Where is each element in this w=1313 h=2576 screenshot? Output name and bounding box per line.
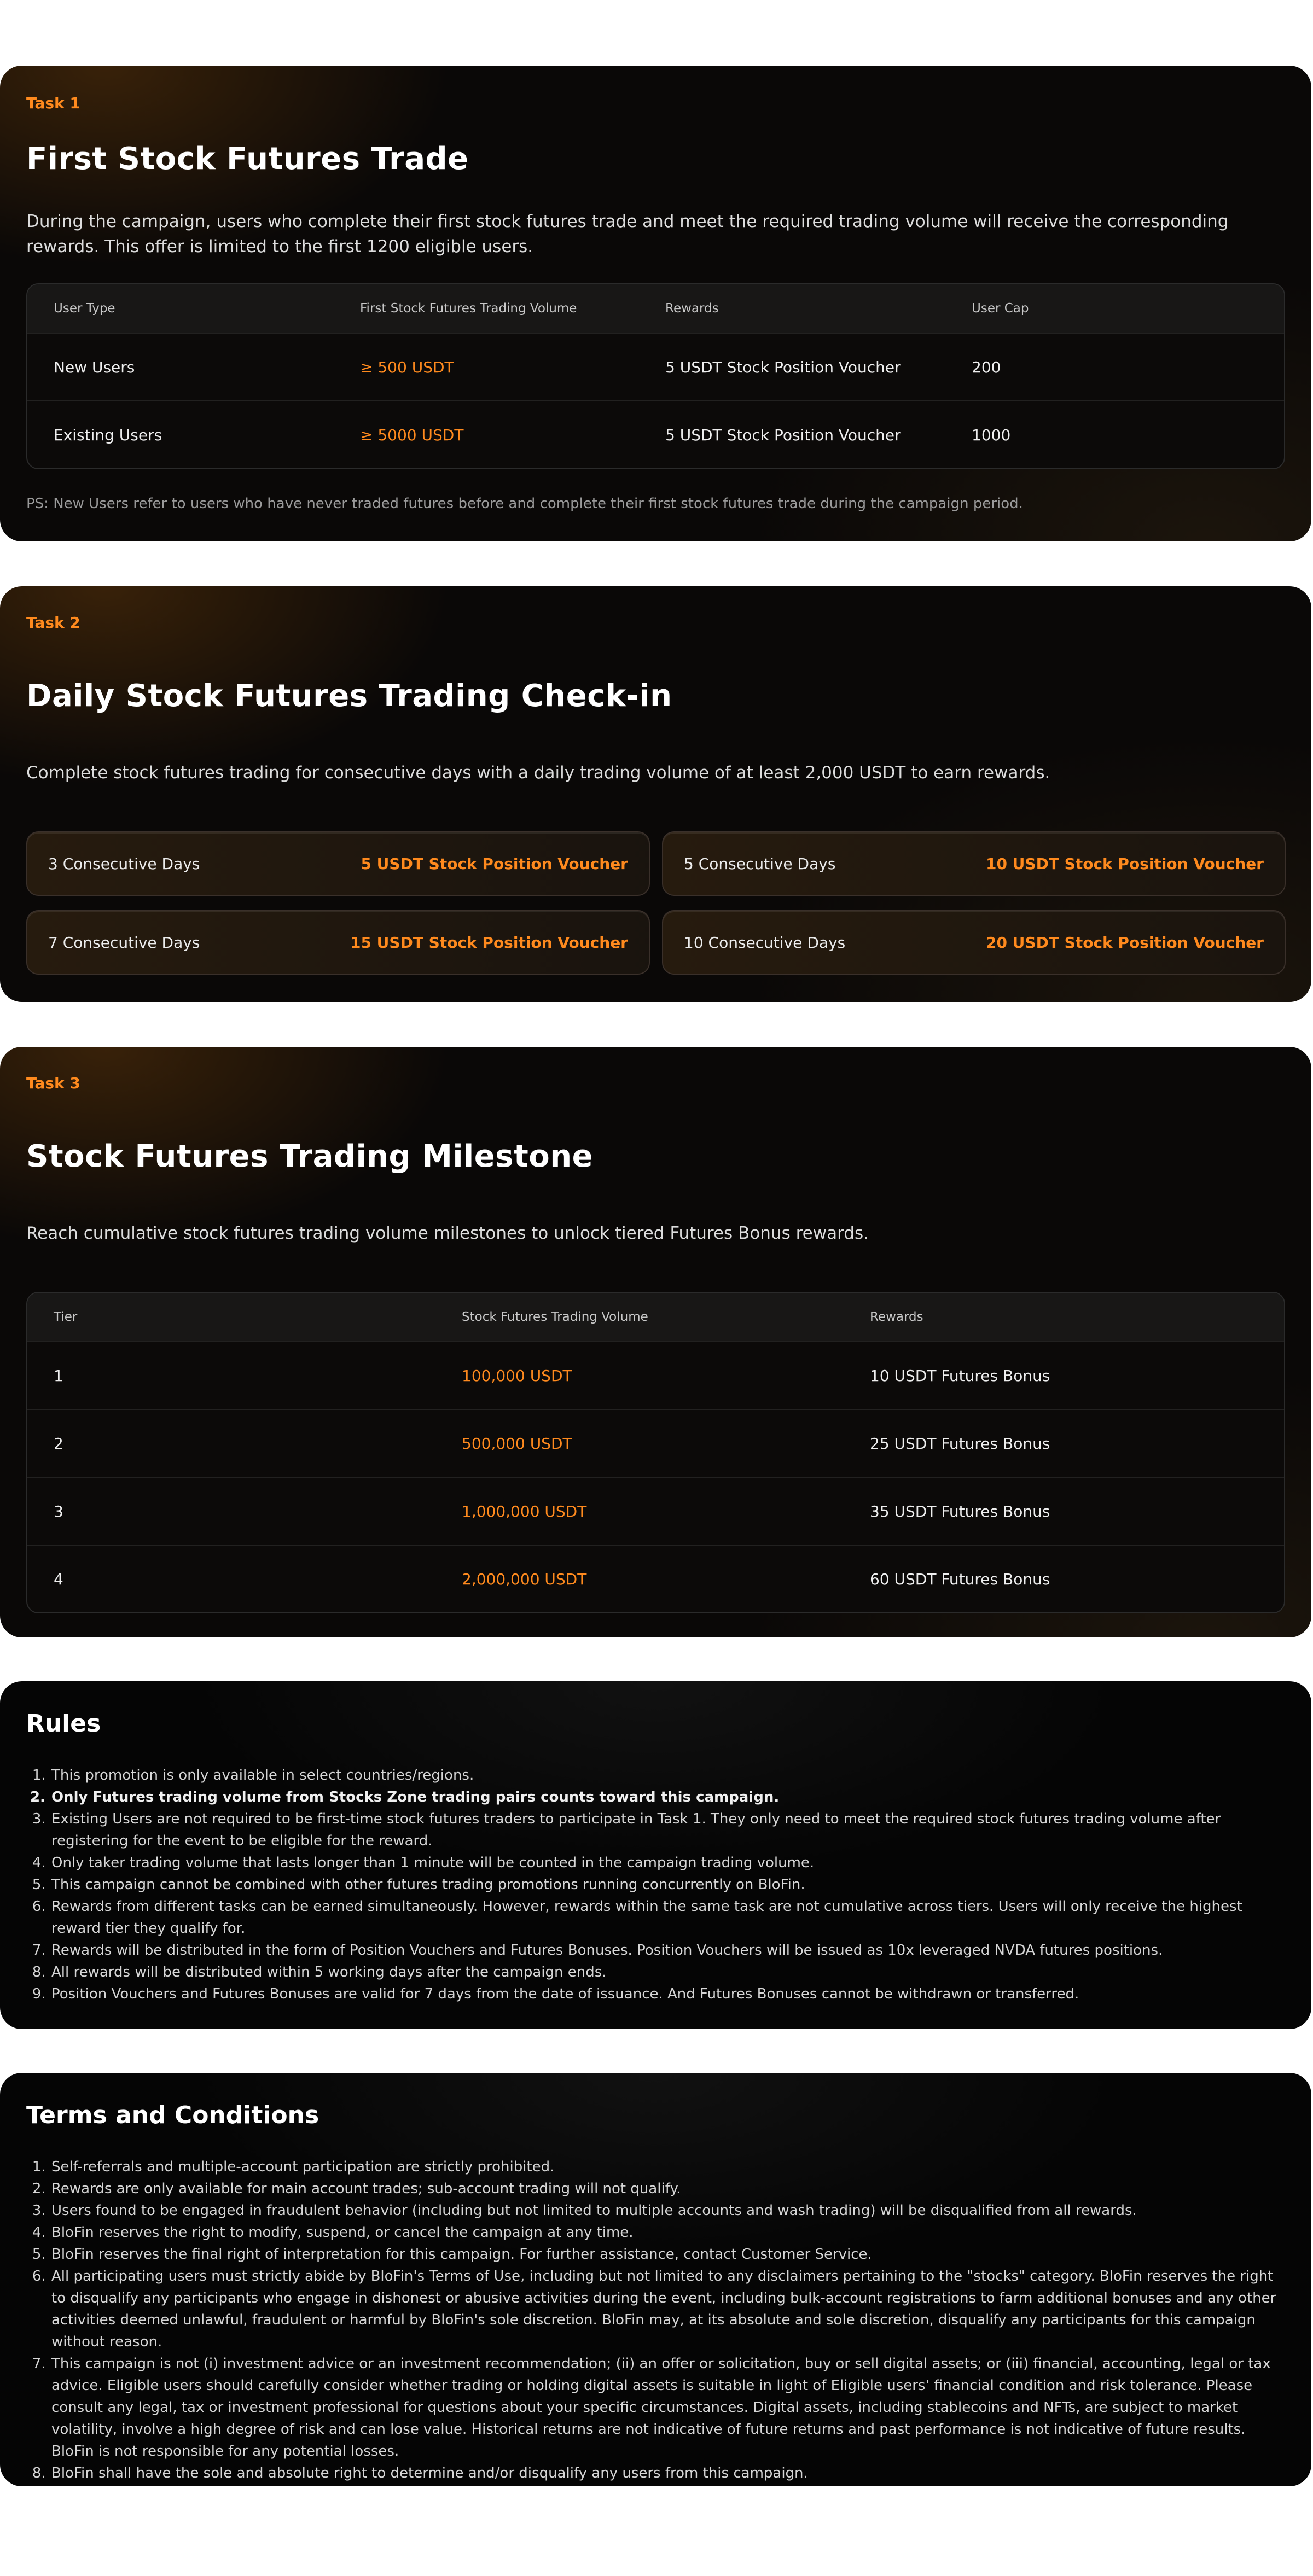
rule-item: 6. Rewards from different tasks can be earned simultaneously. However, rewards within the same task are not cumulative across tiers. Users will only receive the highest reward tier they qualify for.: [50, 1896, 1289, 1939]
reward-cell: 5 USDT Stock Position Voucher: [665, 358, 901, 376]
user-cap-cell: 200: [972, 358, 1001, 376]
rules-card: [0, 1681, 1311, 2029]
reward-cell: 25 USDT Futures Bonus: [870, 1434, 1050, 1453]
header-tier: Tier: [54, 1310, 78, 1324]
tier-cell: 1: [54, 1366, 63, 1385]
user-type-cell: Existing Users: [54, 426, 162, 444]
rule-item: 4. Only taker trading volume that lasts longer than 1 minute will be counted in the campaign trading volume.: [50, 1852, 1289, 1874]
task3-table: [26, 1292, 1285, 1613]
volume-cell: ≥ 500 USDT: [360, 358, 454, 376]
task1-description: During the campaign, users who complete their first stock futures trade and meet the required trading volume will receive the corresponding rewards. This offer is limited to the first 1200 eligible users.: [26, 212, 1229, 257]
task1-title: First Stock Futures Trade: [26, 141, 469, 177]
task3-title: Stock Futures Trading Milestone: [26, 1139, 594, 1174]
header-user-type: User Type: [54, 301, 115, 316]
table-header: [27, 284, 1284, 333]
term-item: 1. Self-referrals and multiple-account participation are strictly prohibited.: [50, 2156, 1289, 2178]
term-item: 2. Rewards are only available for main account trades; sub-account trading will not qualify.: [50, 2178, 1289, 2200]
term-item: 5. BloFin reserves the final right of interpretation for this campaign. For further assistance, contact Customer Service.: [50, 2243, 1289, 2265]
task2-label: Task 2: [26, 614, 80, 632]
checkin-item-5-days: [662, 831, 1286, 896]
rules-title: Rules: [26, 1710, 101, 1738]
rules-list: [26, 1764, 1289, 2005]
header-rewards: Rewards: [870, 1310, 923, 1324]
rule-item: 8. All rewards will be distributed within 5 working days after the campaign ends.: [50, 1961, 1289, 1983]
table-header: [27, 1293, 1284, 1341]
reward-cell: 10 USDT Futures Bonus: [870, 1366, 1050, 1385]
checkin-days: 7 Consecutive Days: [48, 933, 200, 952]
volume-cell: ≥ 5000 USDT: [360, 426, 464, 444]
rule-item: 3. Existing Users are not required to be first-time stock futures traders to participate in Task 1. They only need to meet the required stock futures trading volume after registering for the event to be eligible for the reward.: [50, 1808, 1289, 1852]
term-item: 6. All participating users must strictly abide by BloFin's Terms of Use, including but not limited to any disclaimers pertaining to the "stocks" category. BloFin reserves the right to disqualify any participants who engage in dishonest or abusive activities during the event, including bulk-account registrations to farm additional bonuses and any other activities deemed unlawful, fraudulent or harmful by BloFin's sole discretion. BloFin may, at its absolute and sole discretion, disqualify any participants for this campaign without reason.: [50, 2265, 1289, 2353]
checkin-days: 5 Consecutive Days: [684, 854, 836, 873]
rule-item: 7. Rewards will be distributed in the form of Position Vouchers and Futures Bonuses. Position Vouchers will be issued as 10x leveraged NVDA futures positions.: [50, 1939, 1289, 1961]
header-trading-volume: First Stock Futures Trading Volume: [360, 301, 577, 316]
rule-item: 9. Position Vouchers and Futures Bonuses are valid for 7 days from the date of issuance. And Futures Bonuses cannot be withdrawn or transferred.: [50, 1983, 1289, 2005]
table-row: [27, 1477, 1284, 1545]
terms-title: Terms and Conditions: [26, 2101, 319, 2129]
checkin-item-7-days: [26, 910, 650, 975]
checkin-days: 3 Consecutive Days: [48, 854, 200, 873]
terms-card: [0, 2073, 1311, 2486]
task2-description: Complete stock futures trading for consecutive days with a daily trading volume of at least 2,000 USDT to earn rewards.: [26, 763, 1050, 783]
checkin-days: 10 Consecutive Days: [684, 933, 846, 952]
table-row: [27, 1409, 1284, 1477]
volume-cell: 500,000 USDT: [462, 1434, 572, 1453]
tier-cell: 2: [54, 1434, 63, 1453]
reward-cell: 5 USDT Stock Position Voucher: [665, 426, 901, 444]
task2-card: [0, 586, 1311, 1002]
task2-title: Daily Stock Futures Trading Check-in: [26, 678, 672, 714]
reward-cell: 35 USDT Futures Bonus: [870, 1502, 1050, 1520]
checkin-reward: 10 USDT Stock Position Voucher: [985, 854, 1264, 873]
terms-list: [26, 2156, 1289, 2484]
volume-cell: 2,000,000 USDT: [462, 1570, 587, 1588]
term-item: 7. This campaign is not (i) investment advice or an investment recommendation; (ii) an offer or solicitation, buy or sell digital assets; or (iii) financial, accounting, legal or tax advice. Eligible users should carefully consider whether trading or holding digital assets is suitable in light of Eligible users' financial condition and risk tolerance. Please consult any legal, tax or investment professional for questions about your specific circumstances. Digital assets, including stablecoins and NFTs, are subject to market volatility, involve a high degree of risk and can lose value. Historical returns are not indicative of future returns and past performance is not indicative of future results. BloFin is not responsible for any potential losses.: [50, 2353, 1289, 2462]
term-item: 8. BloFin shall have the sole and absolute right to determine and/or disqualify any users from this campaign.: [50, 2462, 1289, 2484]
checkin-reward: 20 USDT Stock Position Voucher: [985, 933, 1264, 952]
reward-cell: 60 USDT Futures Bonus: [870, 1570, 1050, 1588]
table-row: [27, 400, 1284, 468]
checkin-reward: 5 USDT Stock Position Voucher: [361, 854, 628, 873]
rule-item: 1. This promotion is only available in select countries/regions.: [50, 1764, 1289, 1786]
term-item: 4. BloFin reserves the right to modify, suspend, or cancel the campaign at any time.: [50, 2222, 1289, 2243]
table-row: [27, 1341, 1284, 1409]
table-row: [27, 333, 1284, 400]
task3-card: [0, 1047, 1311, 1637]
task1-label: Task 1: [26, 94, 80, 112]
task3-description: Reach cumulative stock futures trading volume milestones to unlock tiered Futures Bonus rewards.: [26, 1223, 869, 1243]
user-cap-cell: 1000: [972, 426, 1011, 444]
task3-label: Task 3: [26, 1074, 80, 1092]
volume-cell: 1,000,000 USDT: [462, 1502, 587, 1520]
user-type-cell: New Users: [54, 358, 135, 376]
task1-table: [26, 283, 1285, 469]
volume-cell: 100,000 USDT: [462, 1366, 572, 1385]
rule-item: 2. Only Futures trading volume from Stocks Zone trading pairs counts toward this campaign.: [50, 1786, 1289, 1808]
checkin-item-10-days: [662, 910, 1286, 975]
term-item: 3. Users found to be engaged in fraudulent behavior (including but not limited to multiple accounts and wash trading) will be disqualified from all rewards.: [50, 2200, 1289, 2222]
table-row: [27, 1545, 1284, 1612]
tier-cell: 3: [54, 1502, 63, 1520]
header-trading-volume: Stock Futures Trading Volume: [462, 1310, 648, 1324]
header-rewards: Rewards: [665, 301, 719, 316]
task1-note: PS: New Users refer to users who have never traded futures before and complete their first stock futures trade during the campaign period.: [26, 496, 1023, 512]
checkin-reward: 15 USDT Stock Position Voucher: [350, 933, 628, 952]
header-user-cap: User Cap: [972, 301, 1029, 316]
checkin-item-3-days: [26, 831, 650, 896]
tier-cell: 4: [54, 1570, 63, 1588]
rule-item: 5. This campaign cannot be combined with other futures trading promotions running concurrently on BloFin.: [50, 1874, 1289, 1896]
task1-card: [0, 66, 1311, 541]
